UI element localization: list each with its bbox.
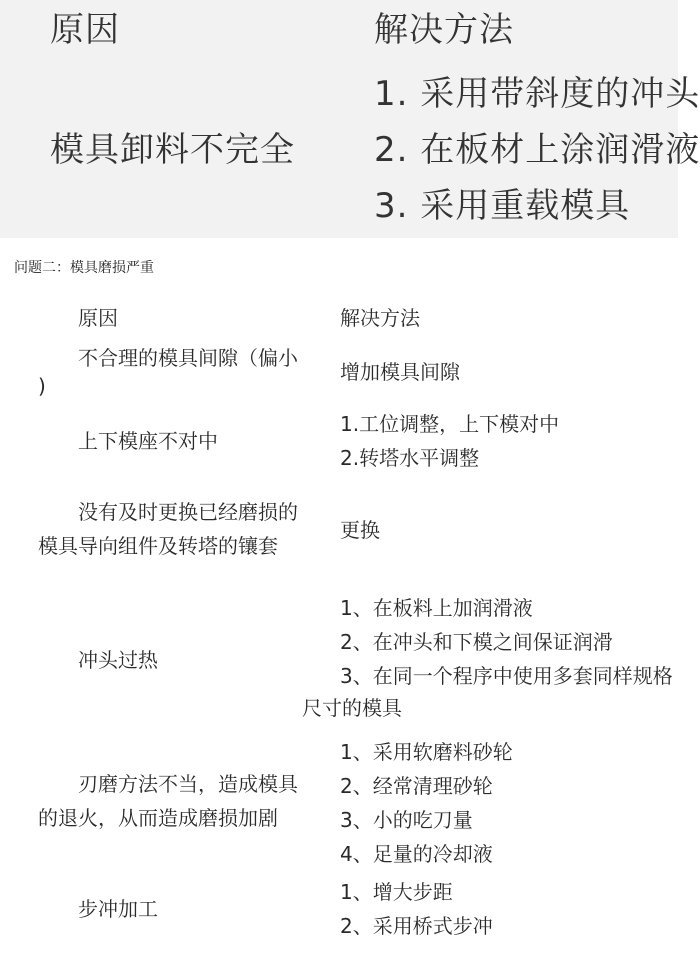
row3-cause-line2: 模具导向组件及转塔的镶套	[38, 534, 278, 558]
row5-solution-line2: 2、经常清理砂轮	[340, 774, 493, 798]
top-solution-3: 3. 采用重载模具	[374, 186, 631, 226]
top-header-solution: 解决方法	[374, 10, 514, 50]
top-cause: 模具卸料不完全	[50, 130, 295, 170]
row1-solution-line1: 增加模具间隙	[340, 360, 460, 384]
row6-solution-line1: 1、增大步距	[340, 880, 453, 904]
row2-cause-line1: 上下模座不对中	[78, 429, 218, 453]
row3-cause-line1: 没有及时更换已经磨损的	[78, 500, 298, 524]
row4-solution-line1: 1、在板料上加润滑液	[340, 596, 533, 620]
row1-cause-line2: )	[38, 374, 46, 398]
problem2-heading: 问题二：模具磨损严重	[14, 260, 154, 276]
row4-solution-line3: 3、在同一个程序中使用多套同样规格	[340, 664, 673, 688]
row5-solution-line1: 1、采用软磨料砂轮	[340, 740, 513, 764]
row3-solution-line1: 更换	[340, 518, 380, 542]
top-header-cause: 原因	[50, 10, 120, 50]
table-header-solution: 解决方法	[340, 306, 420, 330]
top-solution-1: 1. 采用带斜度的冲头	[374, 74, 700, 114]
row5-solution-line3: 3、小的吃刀量	[340, 808, 473, 832]
row2-solution-line1: 1.工位调整，上下模对中	[340, 412, 560, 436]
row4-cause-line1: 冲头过热	[78, 648, 158, 672]
row1-cause-line1: 不合理的模具间隙（偏小	[78, 346, 298, 370]
row5-solution-line4: 4、足量的冷却液	[340, 842, 493, 866]
row5-cause-line2: 的退火，从而造成磨损加剧	[38, 806, 278, 830]
table-header-cause: 原因	[78, 306, 118, 330]
row5-cause-line1: 刃磨方法不当，造成模具	[78, 772, 298, 796]
row6-solution-line2: 2、采用桥式步冲	[340, 914, 493, 938]
row4-solution-line2: 2、在冲头和下模之间保证润滑	[340, 630, 613, 654]
row2-solution-line2: 2.转塔水平调整	[340, 446, 480, 470]
row4-solution-line4: 尺寸的模具	[302, 696, 402, 720]
top-solution-2: 2. 在板材上涂润滑液	[374, 130, 700, 170]
row6-cause-line1: 步冲加工	[78, 897, 158, 921]
